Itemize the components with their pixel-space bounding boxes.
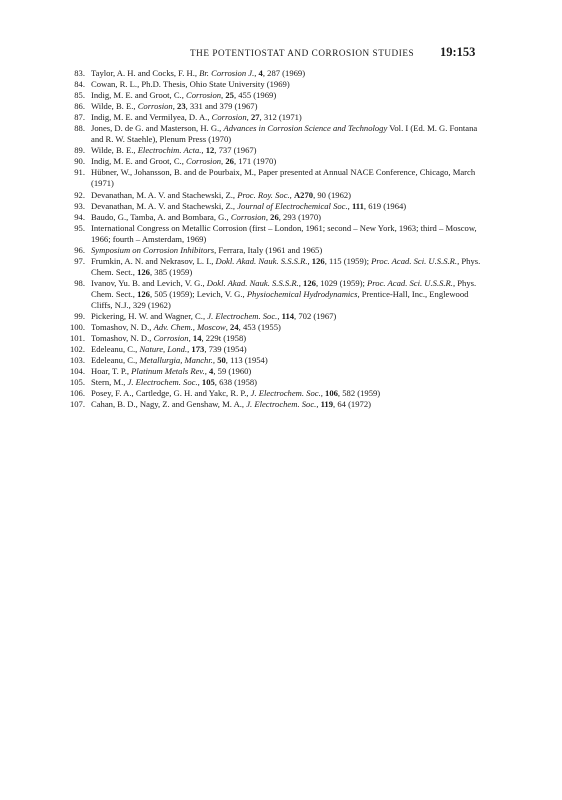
citation-text: , 455 (1969) — [233, 90, 277, 101]
citation-text: , — [197, 377, 202, 388]
reference-item — [68, 322, 482, 333]
reference-number: 100. — [69, 322, 85, 333]
citation-text: Ivanov, Yu. B. and Levich, V. G., — [91, 277, 207, 288]
citation-volume: 114 — [281, 311, 295, 322]
reference-text — [91, 278, 482, 311]
reference-text — [91, 190, 482, 201]
reference-number: 98. — [74, 277, 85, 288]
citation-text: , — [221, 156, 226, 167]
citation-text: , 331 and 379 (1967) — [185, 101, 258, 112]
citation-title: Dokl. Akad. Nauk. S.S.S.R. — [206, 277, 299, 288]
citation-title: Corrosion — [186, 90, 222, 101]
reference-number: 93. — [74, 200, 85, 211]
citation-text: , 115 (1959); — [324, 255, 372, 266]
citation-volume: 26 — [225, 156, 234, 167]
citation-title: Physiochemical Hydrodynamics — [246, 288, 358, 299]
page-number: 19:153 — [440, 45, 476, 59]
reference-item — [68, 68, 482, 79]
citation-text: , — [221, 90, 226, 101]
reference-text — [91, 311, 482, 322]
reference-item — [68, 399, 482, 410]
citation-text: Edeleanu, C., — [91, 355, 140, 366]
citation-title: J. Electrochem. Soc. — [127, 377, 198, 388]
citation-text: , 171 (1970) — [233, 156, 277, 167]
reference-item — [68, 333, 482, 344]
citation-text: , 619 (1964) — [363, 200, 407, 211]
citation-text: Frumkin, A. N. and Nekrasov, L. I., — [91, 255, 216, 266]
citation-text: International Congress on Metallic Corrosion (first – London, 1961; second – New York, 1963; third – Moscow, 1966; fourth – Amsterdam, 1969) — [91, 222, 477, 244]
reference-item — [68, 278, 482, 311]
reference-number: 92. — [74, 189, 85, 200]
citation-text: Wilde, B. E., — [91, 101, 138, 112]
citation-text: Pickering, H. W. and Wagner, C., — [91, 311, 208, 322]
citation-text: , — [172, 101, 178, 112]
reference-number: 91. — [74, 167, 85, 178]
reference-number: 84. — [74, 79, 85, 90]
reference-text — [91, 145, 482, 156]
citation-text: , 64 (1972) — [333, 399, 371, 410]
citation-text: Devanathan, M. A. V. and Stachewski, Z., — [91, 200, 238, 211]
citation-title: Corrosion — [230, 211, 266, 222]
reference-text — [91, 167, 482, 189]
reference-item — [68, 90, 482, 101]
citation-title: Nature, Lond. — [139, 344, 188, 355]
citation-text: Jones, D. de G. and Masterson, H. G., — [91, 123, 224, 134]
citation-text: , — [225, 322, 231, 333]
citation-text: Cowan, R. L., Ph.D. Thesis, Ohio State University (1969) — [91, 79, 290, 90]
reference-item — [68, 123, 482, 145]
citation-title: Electrochim. Acta. — [137, 145, 202, 156]
reference-number: 88. — [74, 123, 85, 134]
reference-item — [68, 212, 482, 223]
reference-number: 94. — [74, 211, 85, 222]
citation-title: Corrosion — [137, 101, 173, 112]
reference-number: 99. — [74, 311, 85, 322]
citation-text: , — [204, 366, 210, 377]
citation-volume: 126 — [311, 255, 325, 266]
citation-volume: 26 — [270, 211, 279, 222]
reference-text — [91, 399, 482, 410]
reference-item — [68, 101, 482, 112]
citation-text: , — [320, 388, 326, 399]
citation-text: , — [265, 211, 271, 222]
citation-text: Hoar, T. P., — [91, 366, 132, 377]
citation-title: Symposium on Corrosion Inhibitors — [91, 244, 215, 255]
reference-item — [68, 79, 482, 90]
citation-text: , 90 (1962) — [313, 189, 352, 200]
reference-text — [91, 256, 482, 278]
reference-text — [91, 344, 482, 355]
reference-number: 89. — [74, 145, 85, 156]
reference-text — [91, 245, 482, 256]
citation-text: , 287 (1969) — [262, 68, 306, 78]
reference-text — [91, 90, 482, 101]
citation-text: Wilde, B. E., — [91, 145, 138, 156]
reference-item — [68, 256, 482, 278]
citation-volume: 106 — [325, 388, 338, 399]
reference-number: 96. — [74, 244, 85, 255]
citation-text: , — [298, 277, 304, 288]
citation-text: , — [347, 200, 352, 211]
citation-text: Tomashov, N. D., — [91, 333, 154, 344]
running-title: THE POTENTIOSTAT AND CORROSION STUDIES — [190, 48, 415, 58]
citation-title: Corrosion — [211, 112, 247, 123]
citation-volume: 14 — [192, 333, 202, 344]
reference-item — [68, 156, 482, 167]
reference-text — [91, 223, 482, 245]
reference-number: 105. — [69, 377, 85, 388]
citation-text: , 702 (1967) — [294, 311, 337, 322]
reference-text — [91, 366, 482, 377]
reference-text — [91, 123, 482, 145]
citation-text: , — [289, 189, 294, 200]
citation-title: Metallurgia, Manchr. — [139, 355, 213, 366]
citation-text: , Ferrara, Italy (1961 and 1965) — [214, 244, 323, 255]
reference-number: 90. — [74, 156, 85, 167]
citation-title: Proc. Acad. Sci. U.S.S.R. — [371, 255, 458, 266]
reference-text — [91, 322, 482, 333]
reference-number: 95. — [74, 222, 85, 233]
citation-volume: 119 — [320, 399, 334, 410]
citation-text: , 737 (1967) — [214, 145, 257, 156]
reference-item — [68, 366, 482, 377]
citation-text: Tomashov, N. D., — [91, 322, 154, 333]
citation-text: Vol. I (Ed. M. G. Fontana and R. W. Staehle), Plenum Press (1970) — [91, 123, 478, 145]
citation-text: Stern, M., — [91, 377, 128, 388]
citation-text: , — [246, 112, 251, 123]
reference-item — [68, 223, 482, 245]
citation-title: J. Electrochem. Soc. — [246, 399, 317, 410]
citation-text: , 1029 (1959); — [315, 277, 368, 288]
citation-text: , — [188, 333, 193, 344]
reference-number: 83. — [74, 68, 85, 78]
citation-text: Indig, M. E. and Groot, C., — [91, 156, 187, 167]
citation-title: J. Electrochem. Soc. — [250, 388, 321, 399]
citation-volume: 50 — [217, 355, 226, 366]
reference-number: 103. — [69, 355, 85, 366]
citation-text: , 59 (1960) — [213, 366, 252, 377]
reference-text — [91, 355, 482, 366]
reference-item — [68, 201, 482, 212]
reference-item — [68, 167, 482, 189]
citation-volume: 173 — [191, 344, 205, 355]
citation-text: Posey, F. A., Cartledge, G. H. and Yakc, R. P., — [91, 388, 251, 399]
reference-text — [91, 112, 482, 123]
citation-title: Journal of Electrochemical Soc. — [237, 200, 348, 211]
citation-text: Taylor, A. H. and Cocks, F. H., — [91, 68, 200, 78]
citation-text: , Prentice-Hall, Inc., Englewood Cliffs, N.J., 329 (1962) — [91, 288, 469, 310]
citation-title: Proc. Acad. Sci. U.S.S.R. — [367, 277, 453, 288]
reference-number: 85. — [74, 90, 85, 101]
reference-item — [68, 245, 482, 256]
reference-number: 87. — [74, 112, 85, 123]
reference-number: 106. — [69, 388, 85, 399]
reference-text — [91, 201, 482, 212]
citation-text: Hübner, W., Johansson, B. and de Pourbaix, M., Paper presented at Annual NACE Conference, Chicago, March (1971) — [91, 167, 476, 189]
citation-title: Advances in Corrosion Science and Technology — [223, 123, 388, 134]
reference-item — [68, 388, 482, 399]
citation-text: , 293 (1970) — [278, 211, 321, 222]
citation-text: , — [187, 344, 192, 355]
citation-volume: 23 — [177, 101, 186, 112]
citation-text: , 505 (1959); Levich, V. G., — [149, 288, 247, 299]
reference-item — [68, 190, 482, 201]
citation-volume: 126 — [137, 266, 150, 277]
citation-text: , 312 (1971) — [259, 112, 302, 123]
citation-text: , — [254, 68, 259, 78]
citation-volume: 126 — [303, 277, 316, 288]
citation-text: , — [212, 355, 218, 366]
citation-text: , 229t (1958) — [201, 333, 247, 344]
citation-text: , Phys. Chem. Sect., — [91, 277, 477, 299]
citation-title: Corrosion — [153, 333, 189, 344]
citation-text: Devanathan, M. A. V. and Stachewski, Z., — [91, 189, 238, 200]
citation-volume: 12 — [205, 145, 215, 156]
citation-title: Platinum Metals Rev. — [131, 366, 205, 377]
reference-item — [68, 344, 482, 355]
reference-item — [68, 377, 482, 388]
citation-text: , — [316, 399, 321, 410]
citation-text: , 113 (1954) — [225, 355, 268, 366]
citation-text: , 638 (1958) — [214, 377, 258, 388]
reference-text — [91, 101, 482, 112]
citation-text: , Phys. Chem. Sect., — [91, 255, 481, 277]
page-header — [0, 45, 562, 65]
citation-volume: 4 — [209, 366, 214, 377]
citation-text: , 582 (1959) — [337, 388, 381, 399]
reference-text — [91, 333, 482, 344]
reference-text — [91, 388, 482, 399]
citation-title: Dokl. Akad. Nauk. S.S.S.R. — [215, 255, 308, 266]
reference-item — [68, 145, 482, 156]
citation-volume: 27 — [250, 112, 260, 123]
citation-text: Indig, M. E. and Groot, C., — [91, 90, 187, 101]
citation-volume: 25 — [225, 90, 234, 101]
citation-text: Cahan, B. D., Nagy, Z. and Genshaw, M. A., — [91, 399, 247, 410]
citation-title: Proc. Roy. Soc. — [237, 189, 290, 200]
reference-number: 97. — [74, 255, 85, 266]
citation-volume: 105 — [201, 377, 215, 388]
citation-text: Baudo, G., Tamba, A. and Bombara, G., — [91, 211, 231, 222]
reference-text — [91, 68, 482, 79]
citation-title: Adv. Chem., Moscow — [153, 322, 226, 333]
citation-text: , 739 (1954) — [204, 344, 247, 355]
citation-text: , — [201, 145, 206, 156]
citation-volume: A270 — [293, 189, 314, 200]
citation-text: Indig, M. E. and Vermilyea, D. A., — [91, 112, 212, 123]
reference-number: 102. — [69, 344, 85, 355]
citation-text: Edeleanu, C., — [91, 344, 140, 355]
citation-text: , 453 (1955) — [238, 322, 281, 333]
citation-volume: 24 — [230, 322, 239, 333]
citation-volume: 4 — [258, 68, 263, 78]
citation-title: J. Electrochem. Soc. — [207, 311, 278, 322]
citation-title: Br. Corrosion J. — [199, 68, 255, 78]
reference-text — [91, 156, 482, 167]
reference-item — [68, 355, 482, 366]
reference-item — [68, 112, 482, 123]
reference-number: 86. — [74, 101, 85, 112]
reference-text — [91, 79, 482, 90]
reference-number: 104. — [69, 366, 85, 377]
citation-volume: 111 — [351, 200, 364, 211]
reference-item — [68, 311, 482, 322]
citation-text: , — [307, 255, 312, 266]
reference-text — [91, 377, 482, 388]
citation-volume: 126 — [137, 288, 150, 299]
reference-number: 101. — [69, 333, 85, 344]
citation-title: Corrosion — [186, 156, 222, 167]
reference-list — [68, 68, 482, 410]
reference-text — [91, 212, 482, 223]
citation-text: , — [277, 311, 282, 322]
citation-text: , 385 (1959) — [149, 266, 193, 277]
reference-number: 107. — [69, 399, 85, 410]
